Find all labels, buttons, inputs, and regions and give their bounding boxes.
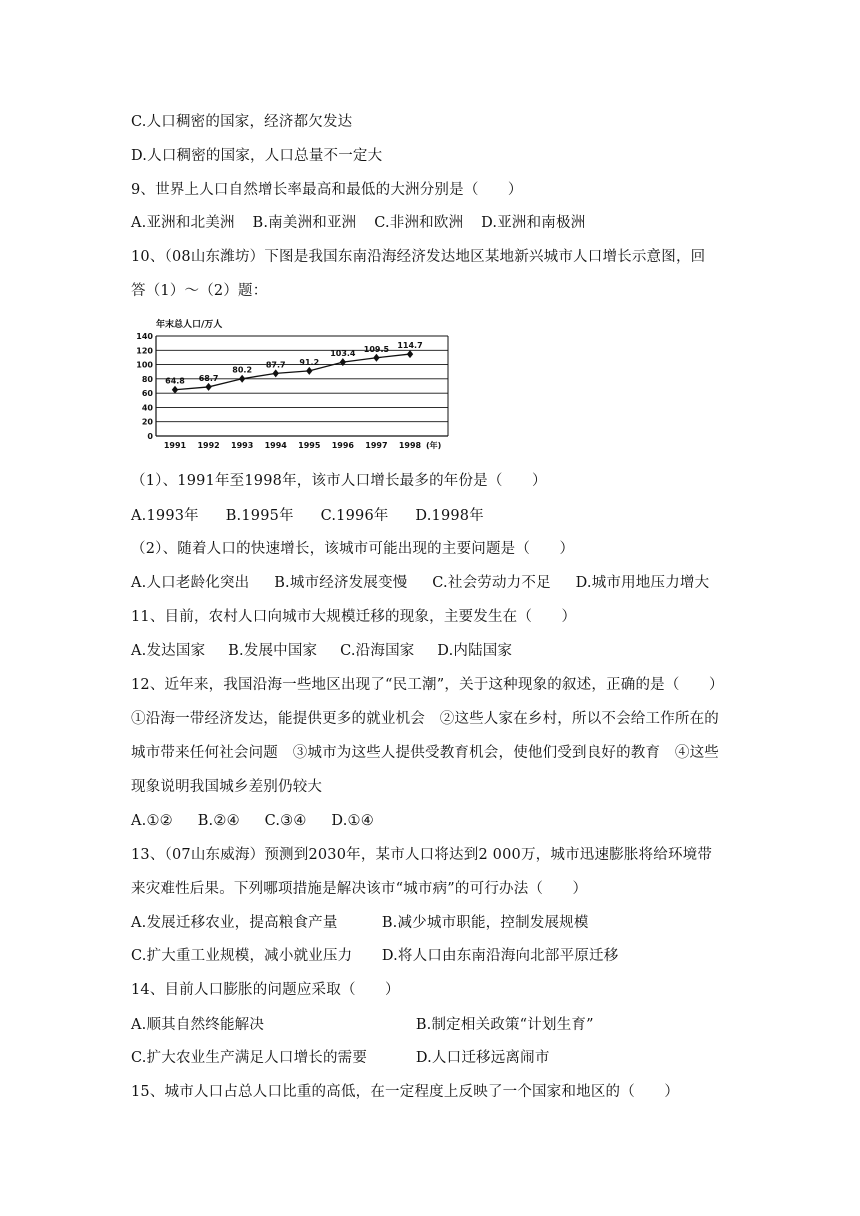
data-label: 68.7 <box>198 373 219 383</box>
x-tick-label: 1991 <box>163 441 187 450</box>
q14-options-ab <box>131 1015 594 1035</box>
data-point <box>239 375 245 383</box>
option-d: D.①④ <box>331 813 374 829</box>
option-a: A.顺其自然终能解决 <box>131 1017 265 1033</box>
data-point <box>172 386 178 394</box>
option-b: B.发展中国家 <box>228 643 318 659</box>
y-tick-label: 0 <box>147 432 153 441</box>
option-a: A.1993年 <box>131 508 199 524</box>
option-c: C.1996年 <box>320 508 389 524</box>
option-c: C.非洲和欧洲 <box>374 215 464 231</box>
option-b: B.1995年 <box>225 508 294 524</box>
y-tick-label: 60 <box>141 389 153 399</box>
question-13-cont: 来灾难性后果。下列哪项措施是解决该市“城市病”的可行办法（ ） <box>131 881 588 897</box>
question-12-statements: 现象说明我国城乡差别仍较大 <box>131 779 323 795</box>
option-d: D.将人口由东南沿海向北部平原迁移 <box>381 948 619 964</box>
x-tick-label: 1993 <box>231 441 254 450</box>
x-tick-label: 1997 <box>365 441 388 450</box>
option-d: D.1998年 <box>415 508 484 524</box>
x-tick-label: 1998 <box>398 441 422 450</box>
q12-options <box>131 811 374 831</box>
q11-options <box>131 641 512 661</box>
question-12-statements: ①沿海一带经济发达，能提供更多的就业机会 ②这些人家在乡村，所以不会给工作所在的 <box>131 711 719 727</box>
data-label: 114.7 <box>397 341 423 351</box>
question-10-1: （1）、1991年至1998年，该市人口增长最多的年份是（ ） <box>131 473 547 489</box>
question-10-cont: 答（1）～（2）题： <box>131 283 268 299</box>
question-12: 12、近年来，我国沿海一些地区出现了“民工潮”，关于这种现象的叙述，正确的是（ ） <box>131 677 724 693</box>
question-11: 11、目前，农村人口向城市大规模迁移的现象，主要发生在（ ） <box>131 609 577 625</box>
option-b: B.②④ <box>197 813 240 829</box>
option-b: B.制定相关政策“计划生育” <box>415 1017 594 1033</box>
option-a: A.发达国家 <box>131 643 206 659</box>
y-tick-label: 100 <box>136 360 153 370</box>
x-tick-label: 1994 <box>264 441 287 450</box>
chart-title: 年末总人口/万人 <box>156 320 223 330</box>
y-tick-label: 80 <box>141 374 153 384</box>
q10-2-options <box>131 573 709 593</box>
data-point <box>273 369 279 377</box>
y-tick-label: 20 <box>141 417 153 427</box>
data-label: 103.4 <box>330 349 356 359</box>
x-tick-label: 1996 <box>331 441 354 450</box>
option-d: D.内陆国家 <box>437 643 513 659</box>
y-tick-label: 140 <box>136 332 153 341</box>
data-label: 64.8 <box>165 376 185 386</box>
data-label: 87.7 <box>265 360 286 370</box>
population-chart <box>136 316 460 452</box>
q13-options-ab <box>131 913 589 933</box>
data-point <box>306 367 312 375</box>
option-d: D.城市用地压力增大 <box>575 575 710 591</box>
data-point <box>407 350 413 358</box>
question-12-statements: 城市带来任何社会问题 ③城市为这些人提供受教育机会，使他们受到良好的教育 ④这些 <box>131 745 719 761</box>
data-point <box>373 354 379 362</box>
y-tick-label: 40 <box>141 403 153 413</box>
question-10-2: （2）、随着人口的快速增长，该城市可能出现的主要问题是（ ） <box>131 541 575 557</box>
q13-options-cd <box>131 946 618 966</box>
option-a: A.发展迁移农业，提高粮食产量 <box>131 915 338 931</box>
option-a: A.①② <box>131 813 173 829</box>
x-unit-label: (年) <box>426 441 442 450</box>
chart-axes <box>156 336 448 436</box>
data-label: 91.2 <box>299 357 320 367</box>
data-point <box>205 383 211 391</box>
option-line: C.人口稠密的国家，经济都欠发达 <box>131 114 353 130</box>
y-tick-label: 120 <box>136 346 153 356</box>
option-b: B.南美洲和亚洲 <box>252 215 357 231</box>
q14-options-cd <box>131 1048 550 1068</box>
option-b: B.减少城市职能，控制发展规模 <box>381 915 589 931</box>
option-line: D.人口稠密的国家，人口总量不一定大 <box>131 148 383 164</box>
data-label: 109.5 <box>363 344 390 354</box>
data-label: 80.2 <box>232 365 253 375</box>
x-tick-label: 1995 <box>298 441 321 450</box>
option-d: D.亚洲和南极洲 <box>481 215 586 231</box>
q10-1-options <box>131 506 484 526</box>
question-9: 9、世界上人口自然增长率最高和最低的大洲分别是（ ） <box>131 182 523 198</box>
q9-options <box>131 213 585 233</box>
question-13: 13、（07山东威海）预测到2030年，某市人口将达到2 000万，城市迅速膨胀将给环境带 <box>131 847 713 863</box>
option-c: C.扩大重工业规模，减小就业压力 <box>131 948 353 964</box>
option-c: C.扩大农业生产满足人口增长的需要 <box>131 1050 368 1066</box>
question-10: 10、（08山东潍坊）下图是我国东南沿海经济发达地区某地新兴城市人口增长示意图，回 <box>131 249 706 265</box>
option-b: B.城市经济发展变慢 <box>274 575 408 591</box>
x-tick-label: 1992 <box>197 441 220 450</box>
option-c: C.沿海国家 <box>340 643 415 659</box>
question-14: 14、目前人口膨胀的问题应采取（ ） <box>131 982 400 998</box>
chart-ticks <box>136 332 441 450</box>
option-c: C.社会劳动力不足 <box>432 575 551 591</box>
question-15: 15、城市人口占总人口比重的高低，在一定程度上反映了一个国家和地区的（ ） <box>131 1084 680 1100</box>
option-d: D.人口迁移远离闹市 <box>415 1050 550 1066</box>
option-a: A.亚洲和北美洲 <box>131 215 235 231</box>
option-c: C.③④ <box>264 813 307 829</box>
option-a: A.人口老龄化突出 <box>131 575 250 591</box>
